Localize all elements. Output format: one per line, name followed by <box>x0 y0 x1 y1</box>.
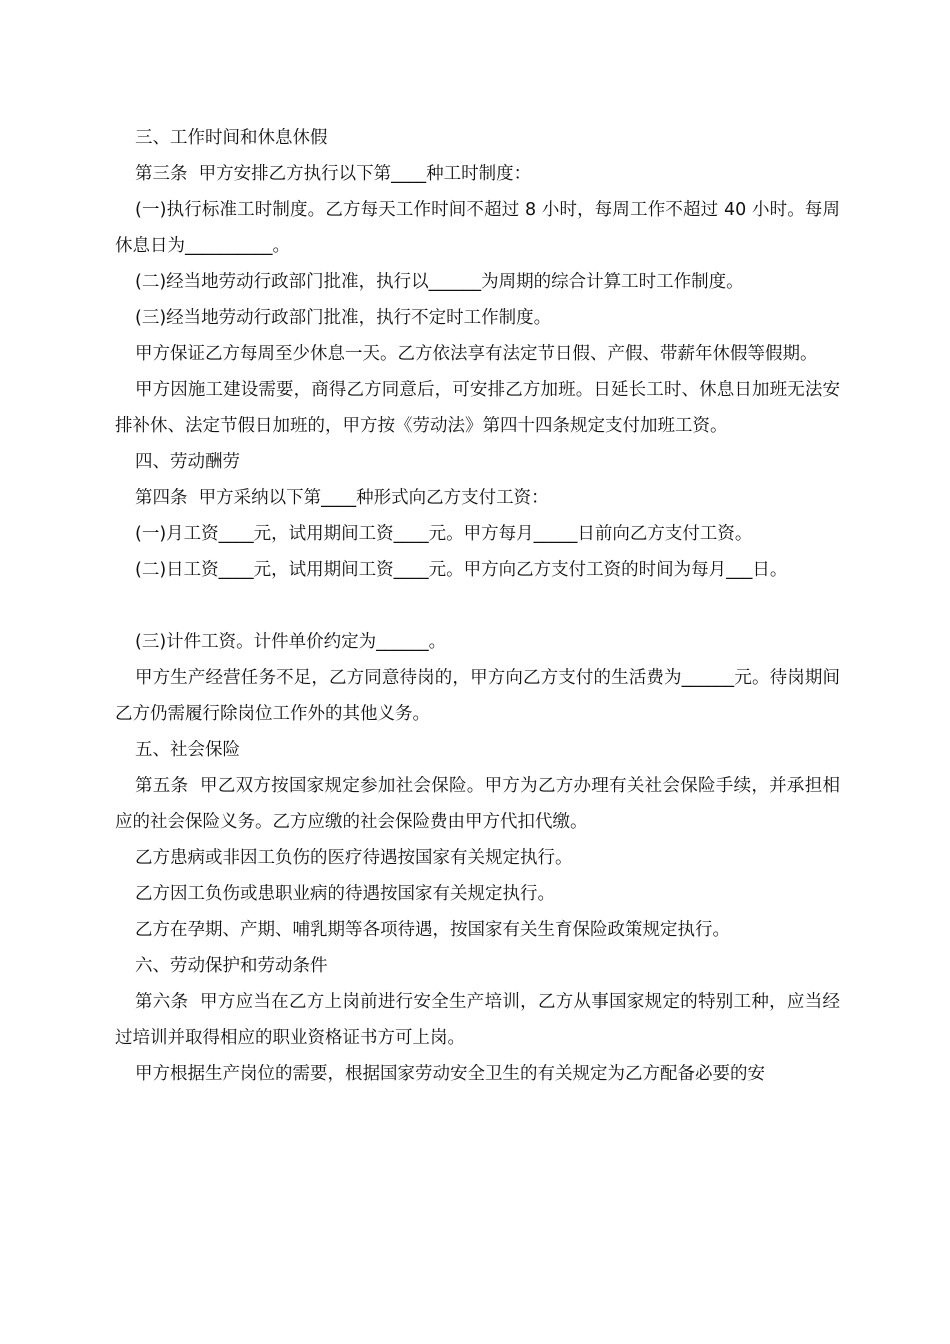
article-3: 第三条 甲方安排乙方执行以下第____种工时制度： <box>135 164 532 184</box>
document-body <box>115 120 840 1092</box>
article-4: 第四条 甲方采纳以下第____种形式向乙方支付工资： <box>135 488 549 508</box>
section-heading-working-hours: 三、工作时间和休息休假 <box>135 128 328 148</box>
paragraph-maternity: 乙方在孕期、产期、哺乳期等各项待遇，按国家有关生育保险政策规定执行。 <box>135 920 730 940</box>
article-3-item-2: (二)经当地劳动行政部门批准，执行以______为周期的综合计算工时工作制度。 <box>135 272 744 292</box>
paragraph-overtime: 甲方因施工建设需要，商得乙方同意后，可安排乙方加班。日延长工时、休息日加班无法安排补休、法定节假日加班的，甲方按《劳动法》第四十四条规定支付加班工资。 <box>115 380 840 436</box>
paragraph-safety-equipment: 甲方根据生产岗位的需要，根据国家劳动安全卫生的有关规定为乙方配备必要的安 <box>135 1064 765 1084</box>
paragraph-weekly-rest: 甲方保证乙方每周至少休息一天。乙方依法享有法定节日假、产假、带薪年休假等假期。 <box>135 344 818 364</box>
article-4-item-2: (二)日工资____元，试用期间工资____元。甲方向乙方支付工资的时间为每月___日。 <box>135 560 788 580</box>
section-heading-labor-protection: 六、劳动保护和劳动条件 <box>135 956 328 976</box>
article-3-item-3: (三)经当地劳动行政部门批准，执行不定时工作制度。 <box>135 308 552 328</box>
section-heading-remuneration: 四、劳动酬劳 <box>135 452 240 472</box>
paragraph-work-injury: 乙方因工负伤或患职业病的待遇按国家有关规定执行。 <box>135 884 555 904</box>
section-heading-social-insurance: 五、社会保险 <box>135 740 240 760</box>
article-6: 第六条 甲方应当在乙方上岗前进行安全生产培训，乙方从事国家规定的特别工种，应当经过培训并取得相应的职业资格证书方可上岗。 <box>115 992 840 1048</box>
paragraph-medical-treatment: 乙方患病或非因工负伤的医疗待遇按国家有关规定执行。 <box>135 848 573 868</box>
article-3-item-1: (一)执行标准工时制度。乙方每天工作时间不超过 8 小时，每周工作不超过 40 小时。每周休息日为__________。 <box>115 200 840 256</box>
article-4-item-1: (一)月工资____元，试用期间工资____元。甲方每月_____日前向乙方支付工资。 <box>135 524 753 544</box>
paragraph-standby-allowance: 甲方生产经营任务不足，乙方同意待岗的，甲方向乙方支付的生活费为______元。待岗期间乙方仍需履行除岗位工作外的其他义务。 <box>115 668 840 724</box>
article-5: 第五条 甲乙双方按国家规定参加社会保险。甲方为乙方办理有关社会保险手续，并承担相应的社会保险义务。乙方应缴的社会保险费由甲方代扣代缴。 <box>115 776 840 832</box>
article-4-item-3: (三)计件工资。计件单价约定为______。 <box>135 632 447 652</box>
